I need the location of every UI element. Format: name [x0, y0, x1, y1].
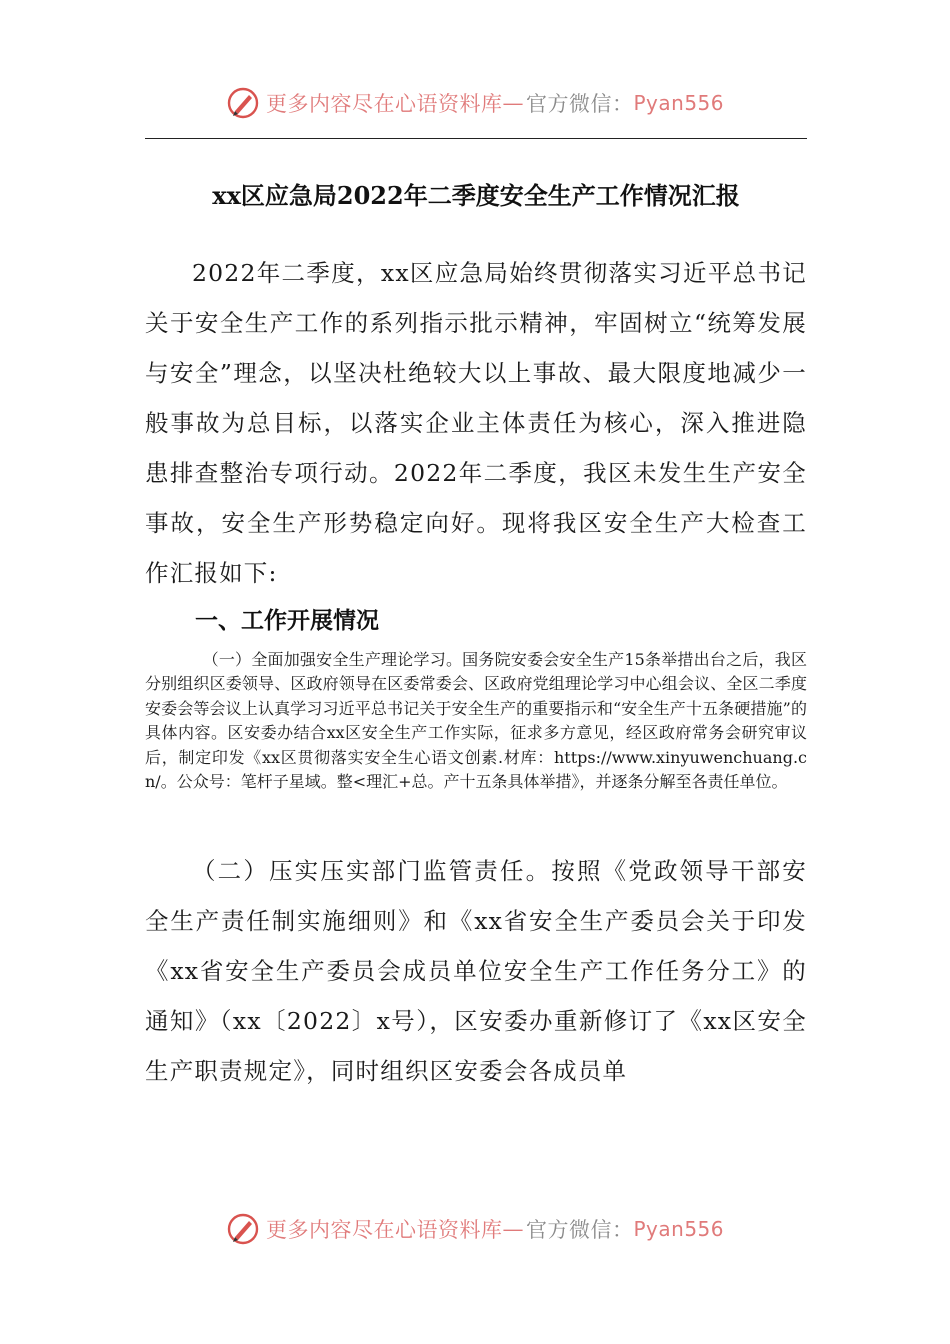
- section-heading: 一、工作开展情况: [195, 608, 379, 634]
- item-2-paragraph: （二）压实压实部门监管责任。按照《党政领导干部安全生产责任制实施细则》和《xx省安全生产委员会关于印发《xx省安全生产委员会成员单位安全生产工作任务分工》的通知》（xx〔2022〕x号），区安委办重新修订了《xx区安全生产职责规定》，同时组织区安委会各成员单: [145, 857, 807, 1085]
- wechat-label: 官方微信：: [525, 92, 634, 116]
- footer-banner: [0, 1206, 950, 1252]
- banner-text: 更多内容尽在心语资料库: [265, 1218, 503, 1242]
- wechat-label: 官方微信：: [525, 1218, 634, 1242]
- wechat-id: Pyan556: [633, 1217, 724, 1241]
- document-title: xx区应急局2022年二季度安全生产工作情况汇报: [212, 181, 740, 210]
- intro-paragraph: 2022年二季度，xx区应急局始终贯彻落实习近平总书记关于安全生产工作的系列指示批示精神，牢固树立“统筹发展与安全”理念，以坚决杜绝较大以上事故、最大限度地减少一般事故为总目标，以落实企业主体责任为核心，深入推进隐患排查整治专项行动。2022年二季度，我区未发生生产安全事故，安全生产形势稳定向好。现将我区安全生产大检查工作汇报如下:: [145, 259, 807, 587]
- banner-dash: —: [502, 1217, 524, 1241]
- banner-dash: —: [502, 91, 524, 115]
- pen-logo-icon: [226, 1212, 260, 1246]
- header-banner: [0, 80, 950, 126]
- wechat-id: Pyan556: [633, 91, 724, 115]
- item-1-paragraph: （一）全面加强安全生产理论学习。国务院安委会安全生产15条举措出台之后，我区分别组织区委领导、区政府领导在区委常委会、区政府党组理论学习中心组会议、全区二季度安委会等会议上认真学习习近平总书记关于安全生产的重要指示和“安全生产十五条硬措施”的具体内容。区安委办结合xx区安全生产工作实际，征求多方意见，经区政府常务会研究审议后，制定印发《xx区贯彻落实安全生心语文创素.材库：https://www.xinyuwenchuang.cn/。公众号：笔杆子星域。整<理汇+总。产十五条具体举措》，并逐条分解至各责任单位。: [145, 650, 807, 792]
- pen-logo-icon: [226, 86, 260, 120]
- banner-text: 更多内容尽在心语资料库: [265, 92, 503, 116]
- header-divider: [145, 138, 807, 139]
